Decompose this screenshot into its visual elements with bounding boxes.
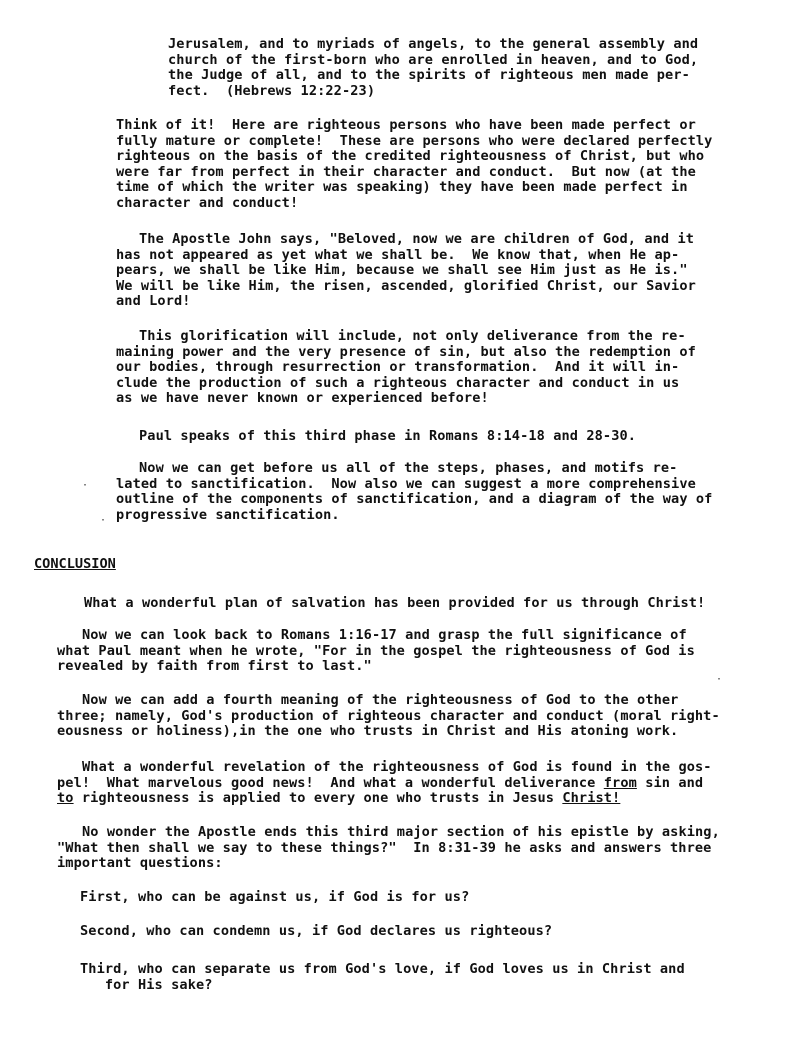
text-line: and Lord! — [116, 293, 191, 309]
text-line: Paul speaks of this third phase in Romans 8:14-18 and 28-30. — [139, 428, 637, 444]
text-line: Now we can add a fourth meaning of the righteousness of God to the other — [82, 692, 679, 708]
paragraph — [57, 760, 712, 807]
section-heading: CONCLUSION — [34, 556, 116, 572]
text-run: righteousness is applied to every one who trusts in Jesus — [73, 790, 563, 806]
stray-mark: · — [100, 515, 107, 526]
text-line: our bodies, through resurrection or transformation. And it will in- — [116, 359, 680, 375]
text-line: as we have never known or experienced before! — [116, 390, 489, 406]
question — [80, 962, 685, 993]
text-line: important questions: — [57, 855, 223, 871]
text-line: fect. (Hebrews 12:22-23) — [168, 82, 376, 99]
paragraph — [139, 429, 636, 445]
underlined-word: from — [603, 774, 637, 791]
stray-mark: · — [716, 674, 723, 685]
text-line: lated to sanctification. Now also we can suggest a more comprehensive — [116, 475, 696, 492]
question — [80, 924, 552, 940]
underlined-word: Christ! — [562, 790, 621, 806]
text-line: Second, who can condemn us, if God declares us righteous? — [80, 923, 553, 939]
text-line: outline of the components of sanctification, and a diagram of the way of — [116, 491, 713, 507]
text-line: were far from perfect in their character and conduct. But now (at the — [116, 163, 696, 180]
text-line: three; namely, God's production of righteous character and conduct (moral right- — [57, 707, 720, 724]
text-line — [57, 791, 712, 807]
block-quote — [168, 37, 698, 99]
text-line: clude the production of such a righteous character and conduct in us — [116, 374, 680, 391]
text-run: pel! What marvelous good news! And what a wonderful deliverance — [57, 774, 604, 791]
text-line: revealed by faith from first to last." — [57, 658, 372, 674]
text-line: Jerusalem, and to myriads of angels, to the general assembly and — [168, 36, 699, 52]
text-line: eousness or holiness),in the one who trusts in Christ and His atoning work. — [57, 723, 679, 739]
text-line: Now we can look back to Romans 1:16-17 and grasp the full significance of — [82, 627, 687, 643]
text-line: What a wonderful plan of salvation has been provided for us through Christ! — [84, 595, 706, 611]
text-line: Think of it! Here are righteous persons who have been made perfect or — [116, 117, 696, 133]
text-line: No wonder the Apostle ends this third major section of his epistle by asking, — [82, 824, 720, 840]
paragraph — [57, 825, 720, 872]
text-line: Third, who can separate us from God's love, if God loves us in Christ and — [80, 961, 685, 977]
text-line — [57, 776, 712, 792]
text-line: This glorification will include, not only deliverance from the re- — [139, 328, 686, 344]
paragraph — [116, 461, 712, 523]
text-line: The Apostle John says, "Beloved, now we are children of God, and it — [139, 231, 695, 247]
paragraph — [116, 118, 712, 211]
text-line: First, who can be against us, if God is for us? — [80, 889, 470, 905]
text-line: for His sake? — [80, 976, 213, 993]
question — [80, 890, 469, 906]
underlined-word: to — [57, 790, 74, 806]
text-line: fully mature or complete! These are persons who were declared perfectly — [116, 132, 713, 149]
paragraph — [116, 329, 696, 407]
text-line: the Judge of all, and to the spirits of righteous men made per- — [168, 67, 690, 83]
text-line: has not appeared as yet what we shall be. We know that, when He ap- — [116, 246, 680, 263]
text-line: righteous on the basis of the credited righteousness of Christ, but who — [116, 148, 705, 164]
paragraph — [57, 693, 720, 740]
paragraph — [116, 232, 696, 310]
text-line: Now we can get before us all of the steps, phases, and motifs re- — [139, 460, 678, 476]
text-run: sin and — [636, 774, 704, 791]
text-line: character and conduct! — [116, 194, 299, 211]
stray-mark: · — [82, 480, 89, 491]
text-line: what Paul meant when he wrote, "For in the gospel the righteousness of God is — [57, 642, 695, 659]
paragraph — [84, 596, 705, 612]
text-line: We will be like Him, the risen, ascended, glorified Christ, our Savior — [116, 277, 696, 294]
text-line: What a wonderful revelation of the righteousness of God is found in the gos- — [82, 759, 712, 775]
text-line: progressive sanctification. — [116, 506, 340, 523]
text-line: "What then shall we say to these things?" In 8:31-39 he asks and answers three — [57, 839, 712, 856]
paragraph — [57, 628, 695, 675]
text-line: maining power and the very presence of sin, but also the redemption of — [116, 343, 696, 360]
text-line: church of the first-born who are enrolled in heaven, and to God, — [168, 51, 699, 68]
text-line: pears, we shall be like Him, because we shall see Him just as He is." — [116, 262, 688, 278]
text-line: time of which the writer was speaking) they have been made perfect in — [116, 179, 688, 195]
